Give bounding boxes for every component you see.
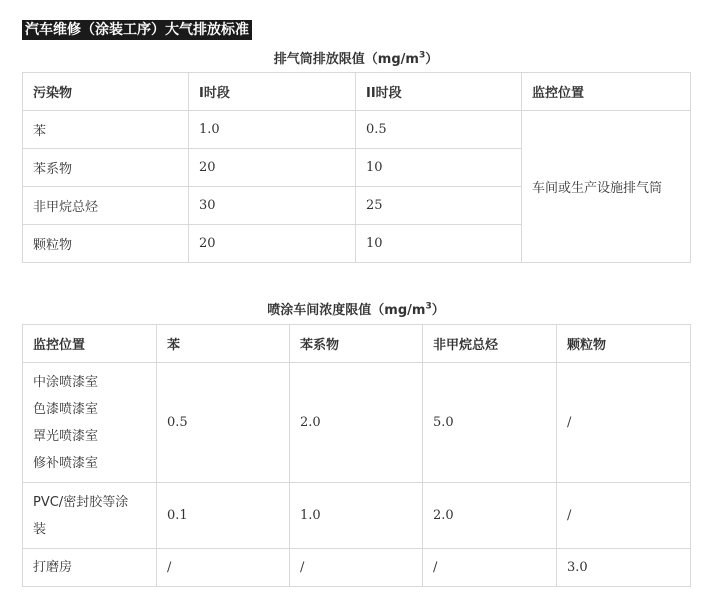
- location-line: 修补喷漆室: [33, 455, 99, 471]
- stack-emission-table: [22, 72, 691, 263]
- period2-cell: 0.5: [356, 111, 522, 149]
- period2-cell: 10: [356, 225, 522, 263]
- table1-row: [23, 111, 691, 149]
- table2-header-cell: 非甲烷总烃: [423, 325, 557, 363]
- particulate-cell: 3.0: [557, 549, 691, 587]
- period1-cell: 30: [189, 187, 356, 225]
- table2-header-cell: 监控位置: [23, 325, 157, 363]
- benzene-series-cell: 2.0: [290, 363, 423, 483]
- location-line: 中涂喷漆室: [33, 374, 99, 390]
- particulate-cell: /: [557, 363, 691, 483]
- table2-caption-superscript: 3: [425, 301, 432, 312]
- period1-cell: 20: [189, 225, 356, 263]
- table1-header-cell: I时段: [189, 73, 356, 111]
- table1-caption-prefix: 排气筒排放限值（mg/m: [273, 52, 419, 67]
- pollutant-cell: 非甲烷总烃: [23, 187, 189, 225]
- table2-header-row: [23, 325, 691, 363]
- table1-header-cell: II时段: [356, 73, 522, 111]
- benzene-series-cell: 1.0: [290, 483, 423, 549]
- location-line: 色漆喷漆室: [33, 401, 99, 417]
- pollutant-cell: 苯: [23, 111, 189, 149]
- table1-header-cell: 污染物: [23, 73, 189, 111]
- document-title: 汽车维修（涂装工序）大气排放标准: [22, 20, 252, 40]
- period2-cell: 25: [356, 187, 522, 225]
- monitoring-location-cell: 车间或生产设施排气筒: [522, 111, 691, 263]
- table1-caption-suffix: ）: [425, 52, 439, 67]
- table2-caption: [22, 299, 690, 318]
- period2-cell: 10: [356, 149, 522, 187]
- nmhc-cell: 2.0: [423, 483, 557, 549]
- table2-header-cell: 颗粒物: [557, 325, 691, 363]
- benzene-cell: /: [157, 549, 290, 587]
- table2-row: [23, 483, 691, 549]
- table2-caption-prefix: 喷涂车间浓度限值（mg/m: [267, 303, 426, 318]
- table2-caption-suffix: ）: [431, 303, 445, 318]
- location-cell: [23, 549, 157, 587]
- pollutant-cell: 苯系物: [23, 149, 189, 187]
- table1-header-cell: 监控位置: [522, 73, 691, 111]
- table1-header-row: [23, 73, 691, 111]
- table2-row: [23, 549, 691, 587]
- nmhc-cell: /: [423, 549, 557, 587]
- nmhc-cell: 5.0: [423, 363, 557, 483]
- location-line: 装: [33, 521, 47, 537]
- location-cell: [23, 483, 157, 549]
- table2-header-cell: 苯: [157, 325, 290, 363]
- location-cell: [23, 363, 157, 483]
- benzene-series-cell: /: [290, 549, 423, 587]
- benzene-cell: 0.1: [157, 483, 290, 549]
- location-line: PVC/密封胶等涂: [33, 494, 129, 510]
- location-line: 打磨房: [33, 560, 73, 575]
- location-line: 罩光喷漆室: [33, 428, 99, 444]
- period1-cell: 1.0: [189, 111, 356, 149]
- table2-row: [23, 363, 691, 483]
- particulate-cell: /: [557, 483, 691, 549]
- table1-caption-superscript: 3: [418, 50, 426, 61]
- table1-caption: [22, 48, 690, 67]
- period1-cell: 20: [189, 149, 356, 187]
- table2-header-cell: 苯系物: [290, 325, 423, 363]
- spray-booth-concentration-table: [22, 324, 691, 587]
- pollutant-cell: 颗粒物: [23, 225, 189, 263]
- benzene-cell: 0.5: [157, 363, 290, 483]
